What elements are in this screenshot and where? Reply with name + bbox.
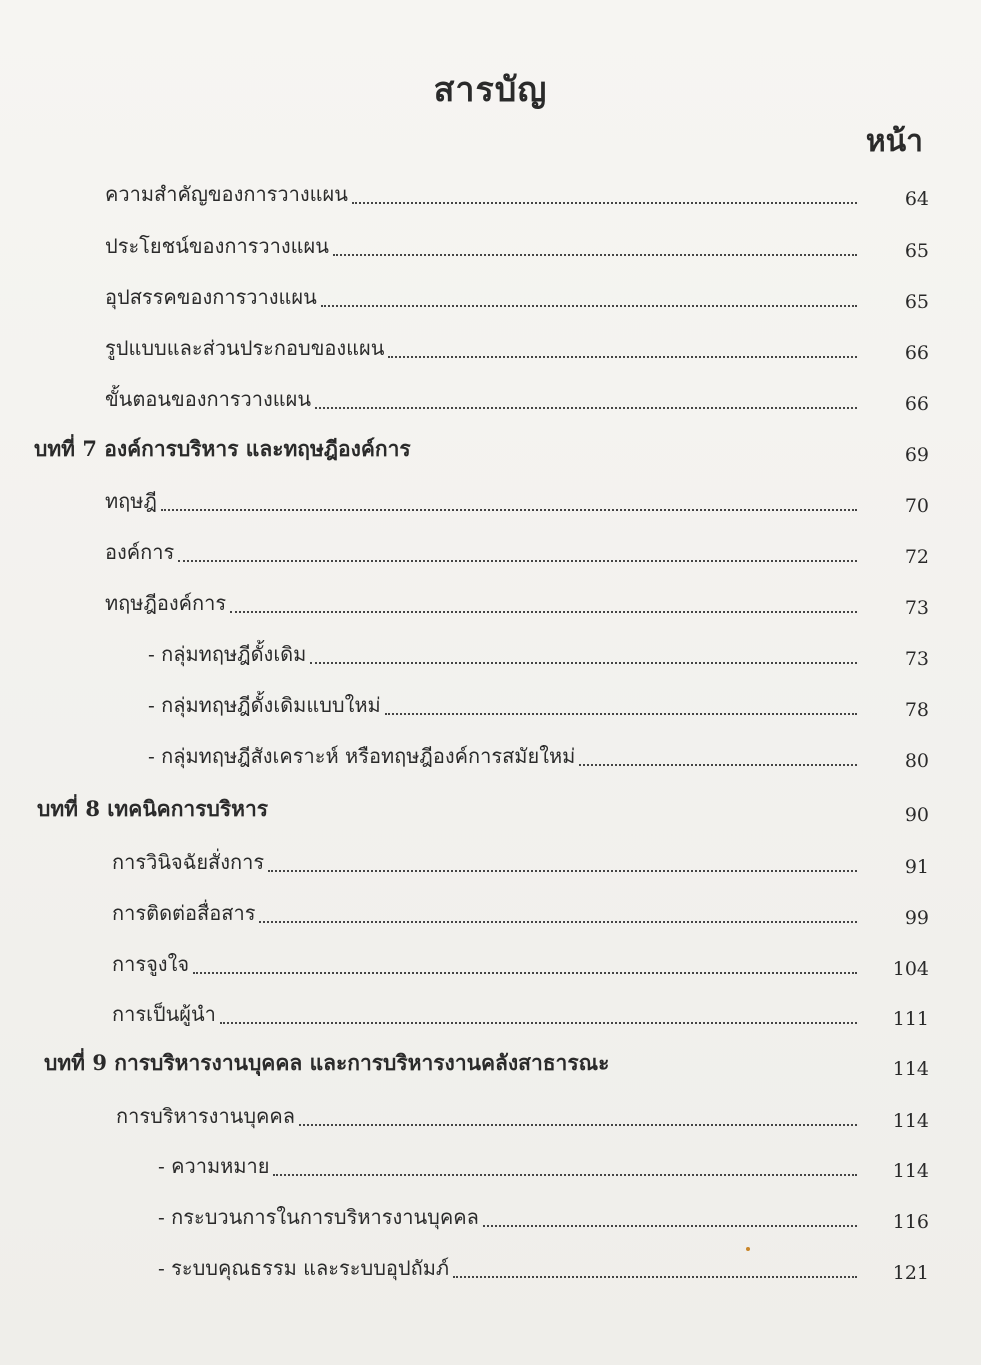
toc-entry-page: 73 xyxy=(904,597,929,619)
toc-entry xyxy=(0,1197,981,1233)
toc-entry-text: - กลุ่มทฤษฎีดั้งเดิม xyxy=(148,642,307,666)
toc-entry-page: 114 xyxy=(892,1160,929,1182)
toc-entry xyxy=(0,481,981,517)
toc-entry-page: 114 xyxy=(892,1110,929,1132)
toc-entry xyxy=(0,944,981,980)
dot-leader xyxy=(453,1256,857,1278)
toc-entry xyxy=(0,634,981,670)
toc-entry xyxy=(0,736,981,772)
toc-entry-text: อุปสรรคของการวางแผน xyxy=(105,285,317,309)
toc-entry-page: 64 xyxy=(904,188,929,210)
toc-entry-text: การวินิจฉัยสั่งการ xyxy=(112,850,265,874)
page-title: สารบัญ xyxy=(433,70,548,110)
toc-entry-text: องค์การ xyxy=(105,540,175,564)
chapter-page: 114 xyxy=(892,1058,929,1080)
toc-entry xyxy=(0,1096,981,1132)
chapter-title: บทที่ 8 เทคนิคการบริหาร xyxy=(37,796,269,821)
dot-leader xyxy=(193,952,857,974)
toc-entry xyxy=(0,226,981,262)
dot-leader xyxy=(310,642,857,664)
toc-entry-text: ความสำคัญของการวางแผน xyxy=(105,182,348,206)
chapter-heading xyxy=(0,1044,981,1080)
dot-leader xyxy=(352,182,857,204)
toc-entry-page: 66 xyxy=(904,342,929,364)
dot-leader xyxy=(259,901,857,923)
toc-entry xyxy=(0,1248,981,1284)
toc-entry-page: 72 xyxy=(904,546,929,568)
toc-entry-text: ทฤษฎี xyxy=(105,489,157,513)
toc-entry-page: 111 xyxy=(892,1008,929,1030)
dot-leader xyxy=(385,693,857,715)
toc-entry xyxy=(0,842,981,878)
toc-entry-text: การเป็นผู้นำ xyxy=(112,1002,216,1026)
chapter-heading xyxy=(0,430,981,466)
toc-entry-page: 116 xyxy=(892,1211,929,1233)
dot-leader xyxy=(178,540,857,562)
dot-leader xyxy=(273,1154,857,1176)
toc-entry-page: 66 xyxy=(904,393,929,415)
dot-leader xyxy=(579,744,857,766)
toc-entry-page: 65 xyxy=(904,291,929,313)
toc-entry-text: รูปแบบและส่วนประกอบของแผน xyxy=(105,336,385,360)
toc-entry-text: - กลุ่มทฤษฎีสังเคราะห์ หรือทฤษฎีองค์การสมัยใหม่ xyxy=(148,744,576,768)
dot-leader xyxy=(333,234,857,256)
dot-leader xyxy=(268,850,857,872)
toc-entry xyxy=(0,685,981,721)
toc-entry-page: 73 xyxy=(904,648,929,670)
toc-entry xyxy=(0,583,981,619)
toc-entry-page: 104 xyxy=(892,958,929,980)
dot-leader xyxy=(315,387,857,409)
toc-entry xyxy=(0,1146,981,1182)
toc-entry-page: 65 xyxy=(904,240,929,262)
toc-entry xyxy=(0,379,981,415)
dot-leader xyxy=(230,591,857,613)
toc-entry xyxy=(0,174,981,210)
toc-entry-page: 121 xyxy=(892,1262,929,1284)
toc-entry-text: ขั้นตอนของการวางแผน xyxy=(105,387,312,411)
toc-entry-text: - ความหมาย xyxy=(158,1154,270,1178)
chapter-heading xyxy=(0,790,981,826)
toc-entry xyxy=(0,893,981,929)
chapter-page: 69 xyxy=(904,444,929,466)
toc-entry-text: ทฤษฎีองค์การ xyxy=(105,591,227,615)
toc-entry-text: - ระบบคุณธรรม และระบบอุปถัมภ์ xyxy=(158,1256,450,1280)
paper-speck xyxy=(746,1247,750,1251)
toc-entry-page: 70 xyxy=(904,495,929,517)
dot-leader xyxy=(321,285,857,307)
toc-entry xyxy=(0,328,981,364)
toc-entry-page: 99 xyxy=(904,907,929,929)
toc-entry xyxy=(0,994,981,1030)
toc-entry-text: - กลุ่มทฤษฎีดั้งเดิมแบบใหม่ xyxy=(148,693,381,717)
dot-leader xyxy=(220,1002,857,1024)
toc-entry xyxy=(0,277,981,313)
chapter-page: 90 xyxy=(904,804,929,826)
toc-entry-page: 80 xyxy=(904,750,929,772)
toc-entry-text: - กระบวนการในการบริหารงานบุคคล xyxy=(158,1205,479,1229)
chapter-title: บทที่ 9 การบริหารงานบุคคล และการบริหารงานคลังสาธารณะ xyxy=(44,1050,610,1075)
dot-leader xyxy=(299,1104,857,1126)
toc-entry-text: ประโยชน์ของการวางแผน xyxy=(105,234,329,258)
toc-entry-text: การจูงใจ xyxy=(112,952,190,976)
page-column-header: หน้า xyxy=(865,124,923,159)
chapter-title: บทที่ 7 องค์การบริหาร และทฤษฎีองค์การ xyxy=(34,436,411,461)
dot-leader xyxy=(388,336,857,358)
toc-entry-text: การบริหารงานบุคคล xyxy=(116,1104,296,1128)
dot-leader xyxy=(483,1205,857,1227)
dot-leader xyxy=(161,489,857,511)
toc-entry-page: 91 xyxy=(904,856,929,878)
toc-entry-page: 78 xyxy=(904,699,929,721)
toc-entry-text: การติดต่อสื่อสาร xyxy=(112,901,256,925)
toc-entry xyxy=(0,532,981,568)
